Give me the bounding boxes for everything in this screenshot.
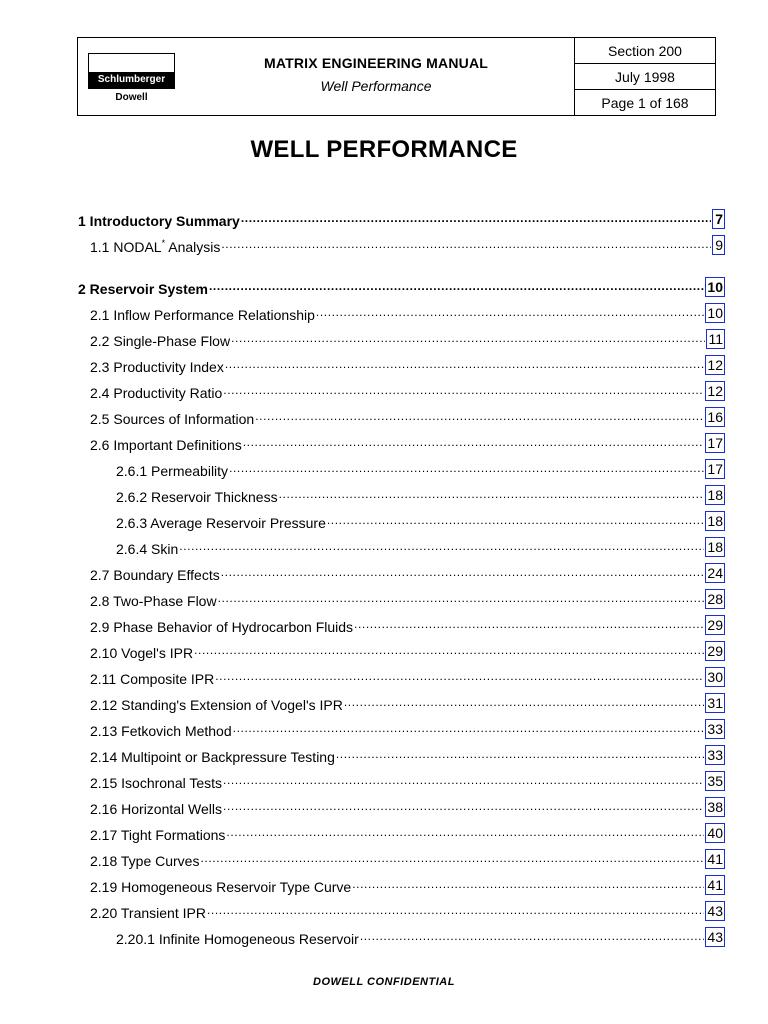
dot-leader <box>354 615 704 631</box>
dot-leader <box>229 459 704 475</box>
dot-leader <box>352 875 704 891</box>
toc-entry[interactable] <box>78 895 725 921</box>
toc-entry[interactable] <box>78 271 725 297</box>
toc-entry-label <box>78 281 208 297</box>
dot-leader <box>223 797 704 813</box>
toc-page-link[interactable]: 9 <box>712 235 725 255</box>
section-number: Section 200 <box>575 38 715 64</box>
toc-entry-title: 2.3 Productivity Index <box>90 359 224 375</box>
dot-leader <box>215 667 704 683</box>
toc-page-link[interactable]: 33 <box>707 721 723 737</box>
toc-page-link[interactable]: 12 <box>707 357 723 373</box>
toc-page-link[interactable]: 29 <box>707 617 723 633</box>
toc-entry-title: 2.20 Transient IPR <box>90 905 206 921</box>
toc-page-link[interactable]: 30 <box>707 669 723 685</box>
toc-page-link[interactable]: 43 <box>707 929 723 945</box>
toc-page-link[interactable]: 11 <box>708 331 723 347</box>
toc-entry-title: 2.2 Single-Phase Flow <box>90 333 231 349</box>
toc-page-link[interactable]: 24 <box>707 565 723 581</box>
toc-entry-label <box>90 307 315 323</box>
toc-page-link[interactable]: 38 <box>707 799 723 815</box>
toc-entry-title: 2.4 Productivity Ratio <box>90 385 223 401</box>
toc-page-link[interactable]: 28 <box>707 591 723 607</box>
dot-leader <box>241 209 711 225</box>
toc-page-link[interactable]: 43 <box>707 903 723 919</box>
toc-entry-label <box>90 567 220 583</box>
toc-entry[interactable] <box>78 453 725 479</box>
manual-title: MATRIX ENGINEERING MANUAL <box>263 55 489 71</box>
toc-entry-title: 2.15 Isochronal Tests <box>90 775 223 791</box>
toc-page-link[interactable]: 17 <box>707 461 723 477</box>
dot-leader <box>360 927 705 943</box>
dot-leader <box>225 355 705 371</box>
toc-entry-title: 2.17 Tight Formations <box>90 827 226 843</box>
toc-page-link[interactable]: 7 <box>712 209 725 229</box>
toc-entry-label <box>90 697 343 713</box>
toc-page-link[interactable]: 18 <box>707 513 723 529</box>
toc-entry[interactable] <box>78 843 725 869</box>
toc-entry[interactable] <box>78 739 725 765</box>
dot-leader <box>344 693 705 709</box>
toc-entry[interactable] <box>78 609 725 635</box>
dot-leader <box>255 407 704 423</box>
toc-entry-title: 2.6.3 Average Reservoir Pressure <box>116 515 326 531</box>
toc-entry-label <box>90 411 254 427</box>
toc-entry-title: 2.20.1 Infinite Homogeneous Reservoir <box>116 931 359 947</box>
logo-subtext: Dowell <box>115 92 148 103</box>
page-title: WELL PERFORMANCE <box>250 136 518 163</box>
toc-entry[interactable] <box>78 349 725 375</box>
toc-entry-title: 2.16 Horizontal Wells <box>90 801 223 817</box>
toc-page-link[interactable]: 41 <box>707 851 723 867</box>
footer-confidential: DOWELL CONFIDENTIAL <box>313 976 455 988</box>
toc-entry[interactable] <box>78 791 725 817</box>
toc-entry[interactable] <box>78 531 725 557</box>
toc-entry[interactable] <box>78 505 725 531</box>
toc-entry-title: 2.1 Inflow Performance Relationship <box>90 307 315 323</box>
toc-entry-label <box>90 437 242 453</box>
toc-page-link[interactable]: 18 <box>707 539 723 555</box>
toc-entry-label <box>90 619 353 635</box>
toc-entry-label <box>116 489 278 505</box>
dot-leader <box>226 823 704 839</box>
dot-leader <box>207 901 704 917</box>
toc-entry-label <box>90 239 220 255</box>
toc-entry-label <box>116 515 326 531</box>
toc-entry[interactable] <box>78 401 725 427</box>
toc-entry-label <box>116 463 228 479</box>
toc-page-link[interactable]: 35 <box>707 773 723 789</box>
dot-leader <box>223 381 704 397</box>
toc-page-link[interactable]: 18 <box>707 487 723 503</box>
toc-page-link[interactable]: 29 <box>707 643 723 659</box>
toc-entry-label <box>90 775 222 791</box>
footnote-marker: * <box>161 238 166 248</box>
toc-entry-title: 2.5 Sources of Information <box>90 411 255 427</box>
toc-entry-title: 2 Reservoir System <box>78 281 208 297</box>
toc-entry[interactable] <box>78 479 725 505</box>
toc-entry-title: 2.6.4 Skin <box>116 541 179 557</box>
toc-entry[interactable] <box>78 323 725 349</box>
schlumberger-logo <box>88 53 175 89</box>
dot-leader <box>316 303 705 319</box>
toc-page-link[interactable]: 10 <box>707 279 723 295</box>
dot-leader <box>223 771 704 787</box>
toc-entry-label <box>90 827 225 843</box>
toc-entry[interactable] <box>78 713 725 739</box>
dot-leader <box>336 745 705 761</box>
toc-entry-title: 2.10 Vogel's IPR <box>90 645 194 661</box>
dot-leader <box>200 849 704 865</box>
toc-entry[interactable] <box>78 765 725 791</box>
header-title-block <box>178 38 574 115</box>
toc-entry-title: 2.7 Boundary Effects <box>90 567 220 583</box>
toc-entry[interactable] <box>78 297 725 323</box>
toc-entry-title: 2.19 Homogeneous Reservoir Type Curve <box>90 879 352 895</box>
toc-entry-title: 1 Introductory Summary <box>78 213 240 229</box>
toc-entry-label <box>90 359 224 375</box>
dot-leader <box>221 563 705 579</box>
toc-entry-title: 2.12 Standing's Extension of Vogel's IPR <box>90 697 343 713</box>
toc-entry-title: 1.1 NODAL <box>90 239 162 255</box>
toc-entry-title: 2.14 Multipoint or Backpressure Testing <box>90 749 335 765</box>
toc-entry-title: 2.11 Composite IPR <box>90 671 215 687</box>
toc-entry-title: 2.18 Type Curves <box>90 853 200 869</box>
dot-leader <box>209 277 704 293</box>
toc-page-link[interactable]: 12 <box>707 383 723 399</box>
toc-entry-label <box>90 723 232 739</box>
toc-entry-title: 2.6.2 Reservoir Thickness <box>116 489 278 505</box>
toc-entry-label <box>90 593 217 609</box>
page-indicator: Page 1 of 168 <box>601 94 689 111</box>
logo-text: Schlumberger <box>89 72 174 88</box>
toc-entry-label <box>116 931 359 947</box>
toc-entry-label <box>116 541 178 557</box>
dot-leader <box>279 485 705 501</box>
toc-page-link[interactable]: 41 <box>707 877 723 893</box>
toc-entry-label <box>90 645 193 661</box>
dot-leader <box>194 641 704 657</box>
toc-entry-label <box>90 801 222 817</box>
toc-entry[interactable] <box>78 869 725 895</box>
toc-entry-label <box>90 853 199 869</box>
toc-entry[interactable] <box>78 921 725 947</box>
toc-page-link[interactable]: 16 <box>707 409 723 425</box>
toc-page-link[interactable]: 33 <box>707 747 723 763</box>
toc-entry-label <box>90 905 206 921</box>
toc-entry-title: 2.6.1 Permeability <box>116 463 229 479</box>
toc-entry-title-suffix: Analysis <box>165 239 221 255</box>
toc-entry-title: 2.8 Two-Phase Flow <box>90 593 217 609</box>
dot-leader <box>218 589 705 605</box>
toc-entry[interactable] <box>78 661 725 687</box>
dot-leader <box>231 329 705 345</box>
toc-page-link[interactable]: 17 <box>707 435 723 451</box>
toc-entry-label <box>78 213 240 229</box>
dot-leader <box>233 719 705 735</box>
dot-leader <box>179 537 704 553</box>
document-date: July 1998 <box>575 64 715 90</box>
toc-entry[interactable] <box>78 687 725 713</box>
toc-entry[interactable] <box>78 229 725 255</box>
toc-page-link[interactable]: 31 <box>707 695 723 711</box>
table-of-contents <box>78 203 725 947</box>
toc-entry[interactable] <box>78 635 725 661</box>
document-header <box>77 37 716 116</box>
toc-entry[interactable] <box>78 583 725 609</box>
toc-entry[interactable] <box>78 817 725 843</box>
manual-subtitle: Well Performance <box>320 78 432 94</box>
toc-entry[interactable] <box>78 427 725 453</box>
toc-entry-label <box>90 749 335 765</box>
toc-page-link[interactable]: 40 <box>707 825 723 841</box>
toc-page-link[interactable]: 10 <box>707 305 723 321</box>
toc-entry-title: 2.6 Important Definitions <box>90 437 242 453</box>
dot-leader <box>327 511 705 527</box>
toc-entry-label <box>90 333 230 349</box>
dot-leader <box>221 235 711 251</box>
toc-entry-title: 2.9 Phase Behavior of Hydrocarbon Fluids <box>90 619 354 635</box>
toc-entry-label <box>90 879 351 895</box>
header-meta <box>574 38 715 115</box>
toc-entry-label <box>90 671 214 687</box>
logo-area <box>78 38 178 115</box>
toc-entry-title: 2.13 Fetkovich Method <box>90 723 232 739</box>
dot-leader <box>243 433 705 449</box>
toc-entry[interactable] <box>78 375 725 401</box>
toc-entry[interactable] <box>78 203 725 229</box>
toc-entry-label <box>90 385 222 401</box>
toc-entry[interactable] <box>78 557 725 583</box>
